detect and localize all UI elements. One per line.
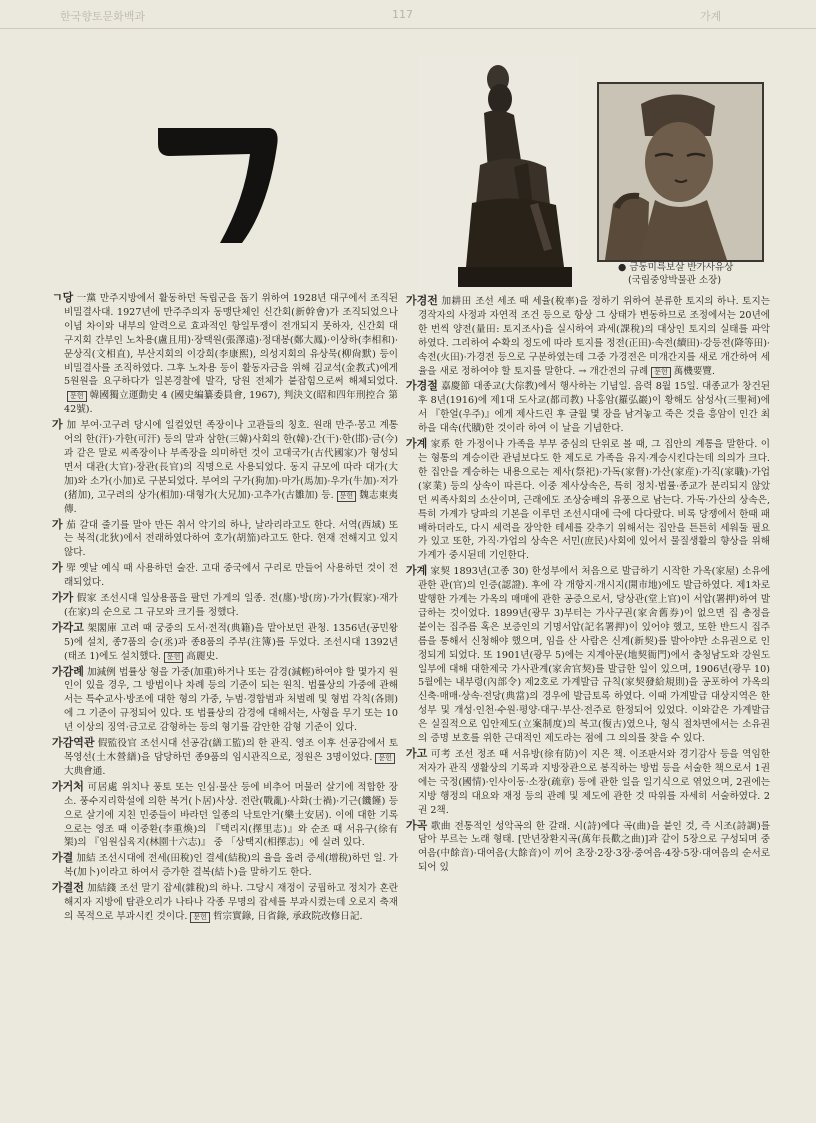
entry-headword: 가감례 [52,664,84,678]
running-header-left: 한국향토문화백과 [60,10,146,23]
entry-definition: 嘉慶節 대종교(大倧教)에서 행사하는 기념일. 음력 8월 15일. 대종교가 창건된 후 8년(1916)에 제1대 도사교(都司教) 나홍암(羅弘巖)이 황해도 삼성사(三聖祠)에서 『한얼(우주)』에게 제사드린 후 글월 몇 장을 남겨놓고 죽은 것을 흥암이 인간 최하을 대속(代贖)한 것이라 하여 이 날을 기념한다. [418,381,770,435]
entry-headword: 가계 [406,564,428,578]
entry-definition: 加結 조선시대에 전세(田稅)인 결세(結稅)의 율을 올려 증세(增稅)하던 일. 가복(加卜)이라고 하여서 증가한 결복(結卜)을 말하기도 한다. [64,853,398,879]
entry-headword: 가곡 [406,818,428,832]
dictionary-entry [52,591,398,620]
entry-headword: 가결전 [52,881,84,895]
reference-label: 문헌 [164,652,184,663]
entry-definition: 茄 갈대 줄기를 말아 만든 취서 악기의 하나, 날라리라고도 한다. 서역(西域) 또는 북적(北狄)에서 전래하였다하여 호가(胡笳)라고도 한다. 현재 전해지고 있지 않다. [64,519,398,559]
entry-headword: 가고 [406,747,428,760]
entry-definition: 歌曲 전통적인 성악곡의 한 갈래. 시(詩)에다 곡(曲)을 붙인 것, 즉 시조(詩調)를 담아 부르는 노래 형태. [만년장환지곡(萬年長歡之曲)]과 같이 5장으로 구성되며 중여음(中餘音)·대여음(大餘音)이 끼어 초장·2장·3장·중여음·4장·5장·대여음의 순서로 되어 있 [418,820,770,874]
reference-text: 萬機要覽. [673,365,716,377]
reference-label: 문헌 [67,391,87,402]
dictionary-entry [52,780,398,851]
page-number: 117 [392,8,413,21]
entry-definition: 架閣庫 고려 때 궁중의 도서·전적(典籍)을 맡아보던 관청. 1356년(공민왕 5)에 설치, 종7품의 승(丞)과 종8품의 주부(注簿)를 두었다. 조선시대 1392년(태조 1)에도 설치했다. [64,622,398,662]
dictionary-entry [52,561,398,590]
dictionary-entry [406,747,770,818]
entry-definition: 可居處 위치나 풍토 또는 인심·물산 등에 비추어 머물러 살기에 적합한 장소. 풍수지리학설에 의한 복거(卜居)사상. 전란(戰亂)·사화(士禍)·기근(饑饉) 등으로 살기에 지친 민중들이 바라던 일종의 낙토안거(樂土安居). 이에 대한 기록으로는 영조 때 이중환(李重煥)의 『택리지(擇里志)』와 순조 때 서유구(徐有榘)의 『임원십육지(林園十六志)』 중 「상택지(相擇志)」에 실려 있다. [64,781,398,849]
figure-caption-title: ● 금동미륵보살 반가사유상 [618,262,734,273]
entry-definition: 加 부여·고구려 당시에 일컬었던 족장이나 고관들의 칭호. 원래 만주·몽고 계통어의 한(汗)·가한(可汗) 등의 말과 삼한(三韓)사회의 한(韓)·간(干)·한(邯)·금(今)과 같은 말로 씨족장이나 부족장을 의미하던 것이 고대국가(古代國家)가 형성되면서 대관(大官)·장관(長官)의 직명으로 사용되었다. 동지 규모에 따라 대가(大加)와 소가(小加)로 구분되었다. 부여의 구가(狗加)·마가(馬加)·우가(牛加)·저가(猪加), 고구려의 상가(相加)·대형가(大兄加)·고추가(古雛加) 등. [64,420,398,501]
figure-caption [618,261,808,287]
statue-closeup-photo [597,82,764,262]
entry-definition: 家契 1893년(고종 30) 한성부에서 처음으로 발급하기 시작한 가옥(家屋) 소유에 관한 관(官)의 인증(認證). 후에 각 개항지·개시지(開市地)에도 발급하였다. 제1차로 발행한 가계는 가옥의 매매에 관한 공증으로서, 당상관(堂上官)이 서압(署押)하여 발급하는 것이었다. 1899년(광무 3)부터는 가사구권(家舍舊券)이 없으면 집 총정을 붙이는 집주름 혹은 보증인의 기명서압(記名署押)이 있어야 했고, 또한 반드시 집주름을 통해서 신청해야 했으며, 임을 산 사람은 신계(新契)를 발아야만 소유권으로 인정되게 되었다. 또 1901년(광무 5)에는 지계아문(地契衙門)에서 충청남도와 강원도 일부에 대해 대한제국 가사관계(家舍官契)를 발급한 일이 있으며, 1906년(광무 10) 5월에는 내부령(內部令) 제2호로 가계발급 규칙(家契發給規則)을 공포하여 가옥의 신축·매매·상속·전당(典當)의 경우에 발급토록 하였다. 이때 가계발급 대상지역은 한성부 및 개성·인천·수원·평양·대구·부산·전주로 한정되어 있었다. 이와같은 가계발급은 실질적으로 입안제도(立案制度)의 복고(復古)였으나, 형식 절차면에서는 소유권의 증명 보호를 위한 근대적인 제도라는 점에 그 의의를 찾을 수 있다. [418,566,770,745]
dictionary-entry [406,379,770,436]
reference-text: 魏志東夷傳. [64,489,398,515]
entry-headword: 가가 [52,591,74,605]
dictionary-entry [52,621,398,664]
reference-label: 문헌 [651,367,671,378]
dictionary-entry [52,291,398,417]
entry-definition: 假監役官 조선시대 선공감(繕工監)의 한 관직. 영조 이후 선공감에서 토목영선(土木營繕)을 담당하던 종9품의 임시관직으로, 정원은 3명이었다. [64,738,398,763]
entry-headword: 가경절 [406,379,438,393]
left-column [52,291,398,925]
reference-text: 韓國獨立運動史 4 (國史編纂委員會, 1967), 判決文(昭和四年刑控合 第42號). [64,390,398,416]
reference-label: 문헌 [375,753,395,764]
entry-headword: ㄱ당 [52,291,74,304]
entry-definition: 可考 조선 정조 때 서유방(徐有防)이 지은 책. 이조판서와 경기감사 등을 역임한 저자가 관직 생활상의 기록과 지방장관으로 봉직하는 방법 등을 서술한 책으로서 1권에는 국정(國情)·인사이동·소장(疏章) 등에 관한 일을 일기식으로 엮었으며, 2권에는 지방 행정의 대요와 재정 등의 관례 및 제도에 관한 것 따위를 자세히 서술하였다. 2권 2책. [418,749,770,816]
dictionary-entry [406,819,770,876]
entry-headword: 가경전 [406,294,438,307]
reference-text: 高麗史. [186,650,219,662]
running-header-right: 가계 [700,10,722,23]
entry-definition: 一黨 만주지방에서 활동하던 독립군을 돕기 위하여 1928년 대구에서 조직된 비밀결사대. 1927년에 만주주의자 동맹단체인 신간회(新幹會)가 조직되었으나 이념 차이와 내부의 알력으로 효과적인 항일투쟁이 전개되지 못하자, 신간회 대구지회 간부인 노차용(盧且用)·장택원(張澤遠)·정대봉(鄭大鳳)·이상하(李相和)·문상직(文相直), 부산지회의 이강희(李康熙), 의성지회의 유상묵(柳尙默) 등이 비밀결사를 조직하였다. 그후 노차용 등이 활동자금을 위해 김교석(金教式)에게 5원원을 요구하다가 일본경찰에 발각, 당원 전체가 붙잡힘으로써 해체되었다. [64,293,398,388]
entry-definition: 假家 조선시대 일상용품을 팔던 가게의 일종. 전(廛)·방(房)·가가(假家)·재가(在家)의 순으로 그 규모와 크기를 정했다. [64,593,398,618]
reference-text: 大典會通. [64,765,106,777]
section-letter-giyeok [150,98,300,248]
entry-definition: 加減例 법률상 형을 가중(加重)하거나 또는 감경(減輕)하여야 할 몇가지 원인이 있을 경우, 그 방법이나 차례 등의 기준이 되는 원칙. 법률상의 가중에 관해서는 특수교사·방조에 대한 형의 가중, 누범·경합범과 처벌례 및 형법 각칙(各則)에 그 기준이 규정되어 있다. 또 법률상의 감경에 대해서는, 사형을 무기 또는 10년 이상의 징역·금고로 감형하는 등의 형기를 감안한 감형 기준이 있다. [64,666,398,734]
entry-definition: 加耕田 조선 세조 때 세율(稅率)을 정하기 위하여 분류한 토지의 하나. 토지는 경작자의 사정과 자연적 조건 등으로 항상 그 상태가 변동하므로 조정에서는 20년에 한 번씩 양전(量田: 토지조사)을 실시하여 과세(課稅)의 대상인 토지의 실태를 파악하였다. 그리하여 수확의 정도에 따라 토지를 정전(正田)·속전(續田)·강등전(降等田)·속전(火田)·가경전 등으로 구분하였는데 그중 가경전은 미개간지를 새로 개간하여 세율을 새로 정하여야 할 토지를 말한다. → 개간전의 규례 [418,296,770,377]
entry-headword: 가각고 [52,620,84,634]
dictionary-entry [52,418,398,516]
dictionary-entry [52,881,398,924]
dictionary-entry [52,665,398,736]
header-rule [0,28,816,29]
reference-label: 문헌 [337,491,357,502]
entry-headword: 가계 [406,437,428,451]
reference-text: 哲宗實錄, 日省錄, 承政院改修日記. [212,910,363,922]
entry-definition: 斝 옛날 예식 때 사용하던 술잔. 고대 중국에서 구리로 만들어 사용하던 것이 전래되었다. [64,563,398,589]
entry-headword: 가감역관 [52,736,95,750]
entry-headword: 가 [52,418,63,432]
dictionary-entry [406,294,770,378]
bodhisattva-statue-photo [418,55,578,290]
right-column [406,294,770,876]
entry-headword: 가결 [52,851,74,865]
dictionary-entry [406,437,770,563]
reference-label: 문헌 [190,912,210,923]
dictionary-entry [52,736,398,779]
entry-headword: 가 [52,517,63,531]
dictionary-entry [406,564,770,746]
figure-caption-source: (국립중앙박물관 소장) [628,275,722,286]
entry-definition: 加結錢 조선 말기 잡세(雜稅)의 하나. 그당시 재정이 궁핍하고 정치가 혼란해지자 지방에 탐관오리가 나타나 각종 무명의 잡세를 부과시켰는데 오로지 축재의 목적으로 부과시킨 것이다. [64,883,398,922]
entry-definition: 家系 한 가정이나 가족을 부부 중심의 단위로 볼 때, 그 집안의 계통을 말한다. 이는 형통의 계승이란 관념보다도 한 제도로 가족을 유지·계승시킨다는데 의의가 크다. 한 집안을 계승하는 내용으로는 제사(祭祀)·가독(家督)·가산(家産)·가직(家職)·가업(家業) 등의 상속이 따른다. 이중 제사상속은, 특히 정치·법률·종교가 분리되지 않았던 씨족사회의 소산이며, 근래에도 조상숭배의 유풍으로 남는다. 가독·가산의 상속은, 특히 가계가 당파의 기본을 이루던 조선시대에 극에 다다랐다. 비록 당쟁에서 한때 패배하더라도, 다시 세력을 장악한 테세를 갖추기 위해서는 집안을 튼튼히 세워둘 필요가 있고 또한, 가직·가업의 상속은 서민(庶民)사회에 있어서 물질생활의 향상을 위해 가계가 중시된데 기인한다. [418,439,770,562]
dictionary-entry [52,518,398,561]
dictionary-entry [52,851,398,880]
entry-headword: 가거처 [52,779,84,793]
entry-headword: 가 [52,561,63,575]
